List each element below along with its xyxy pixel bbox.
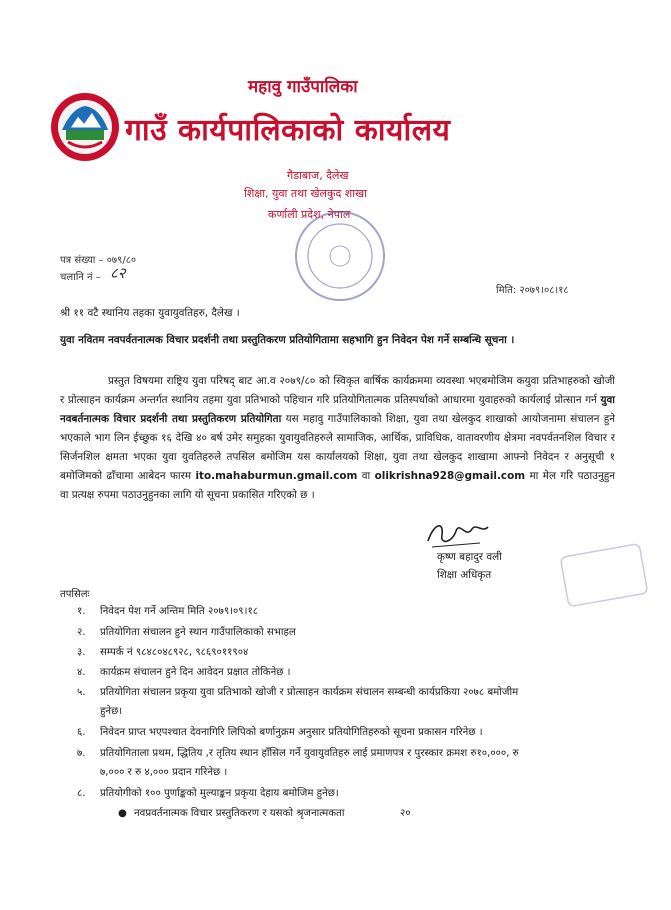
list-item	[77, 746, 637, 782]
list-text-continued: हुनेछ।	[100, 706, 123, 717]
office-stamp-icon	[292, 208, 388, 304]
dispatch-number: ८२	[110, 264, 126, 282]
nepal-emblem-icon	[48, 90, 122, 164]
list-text: प्रतियोगिता संचालन हुने स्थान गाउँपालिकाको सभाहल	[100, 627, 296, 638]
list-text: प्रतियोगीको १०० पुर्णाङ्कको मुल्याङ्कन प्रकृया देहाय बमोजिम हुनेछ।	[100, 788, 339, 799]
email-link-2[interactable]: olikrishna928@gmail.com	[374, 470, 526, 482]
province-line: कर्णाली प्रदेश, नेपाल	[268, 208, 351, 221]
officer-stamp-icon	[560, 540, 650, 610]
address-line: गैडाबाज, दैलेख	[287, 169, 349, 182]
list-item	[77, 685, 637, 721]
notice-paragraph	[60, 372, 615, 505]
recipient-line: श्री ११ वटै स्थानिय तहका युवायुवतिहरु, दैलेख ।	[60, 307, 240, 319]
bullet-icon: ●	[118, 808, 127, 819]
list-number: ८.	[77, 788, 86, 799]
bullet-marks: २०	[400, 808, 411, 819]
list-number: ७.	[77, 748, 86, 759]
tapsil-heading: तपसिलः	[60, 589, 90, 600]
list-number: ६.	[77, 727, 86, 738]
signatory-title: शिक्षा अधिकृत	[437, 569, 492, 581]
list-item	[77, 665, 637, 681]
office-title: गाउँ कार्यपालिकाको कार्यालय	[125, 113, 451, 148]
list-text: निवेदन पेश गर्ने अन्तिम मिति २०७९।०९।१८	[100, 606, 259, 617]
list-number: २.	[77, 627, 86, 638]
paragraph-part2: यस महावु गाउँपालिकाको शिक्षा, युवा तथा खेलकुद शाखाको आयोजनामा संचालन हुने भएकाले भाग लिन ईच्छुक १६ देखि ४० बर्ष उमेर समुहका युवायुवतिहरुले सामाजिक, आर्थिक, प्राविधिक, वातावरणीय क्षेत्रमा नवपर्वतनशिल विचार र सिर्जनशिल क्षमता भएका युवा युवतिहरुले तपसिल बमोजिम यस कार्यालयको शिक्षा, युवा तथा खेलकुद शाखामा आफ्नो निवेदन र अनुसूची १ बमोजिमको ढाँचामा आबेदन फारम	[60, 413, 616, 482]
municipality-name: महावु गाउँपालिका	[248, 77, 358, 97]
competition-name: युवा नवबर्तनात्मक विचार प्रदर्शनी तथा प्रस्तुतिकरण प्रतियोगिता	[60, 394, 615, 425]
section-line: शिक्षा, युवा तथा खेलकुद शाखा	[244, 187, 367, 200]
paragraph-part1: प्रस्तुत विषयमा राष्ट्रिय युवा परिषद् बाट आ.व २०७९/८० को स्विकृत बार्षिक कार्यक्रममा व्यवस्था भएबमोजिम कयुवा प्रतिभाहरुको खोजी र प्रोत्साहन कार्यक्रम अन्तर्गत स्थानिय तहमा युवा प्रतिभाको पहिचान गरि प्रतियोगितात्मक प्रतिस्पर्धाको आधारमा युवाहरुको कार्यलाई प्रोत्सान गर्न	[60, 375, 615, 406]
letter-reference: पत्र संख्या – ०७९/८०	[60, 255, 137, 266]
list-text: निवेदन प्राप्त भएपश्चात देवनागिरि लिपिको बर्णानुक्रम अनुसार प्रतियोगितिहरुको सूचना प्रकासन गरिनेछ ।	[100, 727, 483, 738]
paragraph-mid: वा	[357, 470, 375, 482]
list-number: ४.	[77, 667, 86, 678]
list-item	[77, 604, 637, 620]
notice-subject: युवा नवितम नवपर्वतनात्मक विचार प्रदर्शनी तथा प्रस्तुतिकरण प्रतियोगितामा सहभागि हुन निवेदन पेश गर्ने सम्बन्धि सूचना ।	[60, 334, 515, 346]
list-text: कार्यक्रम संचालन हुने दिन आवेदन प्रक्षात तोकिनेछ ।	[100, 667, 291, 678]
list-text: सम्पर्क नं ९८४८०४८९२८, ९८६९०११९०४	[100, 647, 249, 658]
bullet-item	[118, 806, 518, 822]
list-item	[77, 645, 637, 661]
list-item	[77, 625, 637, 641]
letter-date: मिति: २०७९।०८।१८	[496, 285, 569, 296]
list-item	[77, 725, 637, 741]
email-link-1[interactable]: ito.mahaburmun.gmail.com	[195, 470, 358, 482]
signatory-name: कृष्ण बहादुर वली	[437, 551, 502, 563]
list-number: ३.	[77, 647, 86, 658]
list-text: प्रतियोगिता संचालन प्रकृया युवा प्रतिभाको खोजी र प्रोत्साहन कार्यक्रम संचालन सम्बन्धी कार्यप्रकिया २०७८ बमोजीम	[100, 687, 519, 698]
list-text: प्रतियोगिताला प्रथम, द्धितिय ,र तृतिय स्थान हाँसिल गर्ने युवायुवतिहरु लाई प्रमाणपत्र र पुरस्कार क्रमश रु१०,०००, रु	[100, 748, 519, 759]
paragraph-part3: मा मेल गरि पठाउनुहुन वा प्रत्यक्ष रुपमा पठाउनुहुनका लागि यो सूचना प्रकासित गरिएको छ ।	[60, 470, 615, 501]
list-number: १.	[77, 606, 86, 617]
dispatch-number-label: चलानि नं –	[60, 272, 101, 283]
signature-icon	[422, 513, 502, 553]
list-number: ५.	[77, 687, 86, 698]
bullet-text: नवप्रवर्तनात्मक विचार प्रस्तुतिकरण र यसको श्रृजनात्मकता	[134, 808, 345, 819]
list-text-continued: ७,००० र रु ४,००० प्रदान गरिनेछ ।	[100, 767, 228, 778]
list-item	[77, 786, 637, 802]
